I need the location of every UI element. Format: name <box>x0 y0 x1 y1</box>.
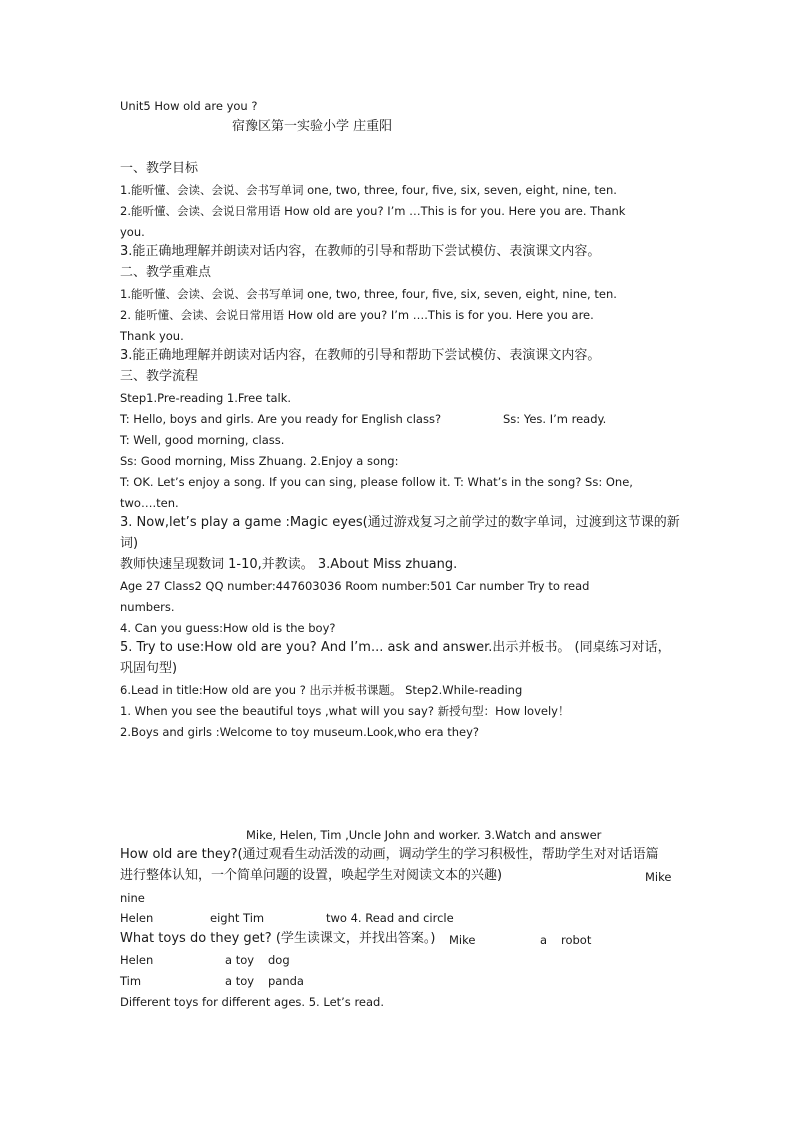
procedure-line: T: OK. Let’s enjoy a song. If you can sing, please follow it. T: What’s in the song? Ss: One, <box>120 475 633 489</box>
procedure-line: Helen <box>120 911 154 925</box>
procedure-line: nine <box>120 891 145 905</box>
procedure-line: Mike <box>645 870 672 884</box>
key-point-3: 3.能正确地理解并朗读对话内容，在教师的引导和帮助下尝试模仿、表演课文内容。 <box>120 348 601 363</box>
procedure-line: 4. Can you guess:How old is the boy? <box>120 621 336 635</box>
procedure-line: Ss: Good morning, Miss Zhuang. 2.Enjoy a song: <box>120 454 399 468</box>
procedure-line: T: Well, good morning, class. <box>120 433 285 447</box>
procedure-line: Different toys for different ages. 5. Let’s read. <box>120 995 385 1009</box>
objective-2-cont: you. <box>120 225 145 239</box>
procedure-line: a <box>540 933 548 947</box>
objective-2: 2.能听懂、会读、会说日常用语 How old are you? I’m …This is for you. Here you are. Thank <box>120 204 626 218</box>
procedure-line: eight Tim <box>210 911 265 925</box>
procedure-line: Tim <box>120 974 142 988</box>
section-heading-key-points: 二、教学重难点 <box>120 265 212 280</box>
procedure-line: How old are they?(通过观看生动活泼的动画，调动学生的学习积极性，帮助学生对对话语篇 <box>120 847 659 862</box>
procedure-line: 1. When you see the beautiful toys ,what will you say? 新授句型：How lovely！ <box>120 704 570 718</box>
procedure-line: two 4. Read and circle <box>326 911 454 925</box>
objective-1: 1.能听懂、会读、会说、会书写单词 one, two, three, four, five, six, seven, eight, nine, ten. <box>120 183 617 197</box>
section-heading-objectives: 一、教学目标 <box>120 161 199 176</box>
procedure-line: 5. Try to use:How old are you? And I’m... ask and answer.出示并板书。 (同桌练习对话， <box>120 640 671 655</box>
procedure-line: What toys do they get? (学生读课文，并找出答案。) <box>120 931 436 946</box>
procedure-line: 3. Now,let’s play a game :Magic eyes(通过游戏复习之前学过的数字单词，过渡到这节课的新 <box>120 515 680 530</box>
procedure-line: Helen <box>120 953 154 967</box>
author-line: 宿豫区第一实验小学 庄重阳 <box>232 119 393 134</box>
procedure-line: 巩固句型) <box>120 661 178 676</box>
procedure-line: numbers. <box>120 600 175 614</box>
procedure-line: dog <box>268 953 290 967</box>
procedure-line: 进行整体认知，一个简单问题的设置，唤起学生对阅读文本的兴趣) <box>120 868 503 883</box>
key-point-2: 2. 能听懂、会读、会说日常用语 How old are you? I’m ….This is for you. Here you are. <box>120 308 594 322</box>
procedure-line: Ss: Yes. I’m ready. <box>503 412 607 426</box>
objective-3: 3.能正确地理解并朗读对话内容，在教师的引导和帮助下尝试模仿、表演课文内容。 <box>120 244 601 259</box>
procedure-line: Mike <box>449 933 476 947</box>
procedure-line: 2.Boys and girls :Welcome to toy museum.Look,who era they? <box>120 725 480 739</box>
procedure-line: a toy <box>225 953 255 967</box>
key-point-2-cont: Thank you. <box>120 329 184 343</box>
procedure-line: 6.Lead in title:How old are you ? 出示并板书课题。 Step2.While-reading <box>120 683 523 697</box>
section-heading-procedure: 三、教学流程 <box>120 369 199 384</box>
procedure-line: Age 27 Class2 QQ number:447603036 Room number:501 Car number Try to read <box>120 579 590 593</box>
procedure-line: robot <box>561 933 592 947</box>
procedure-line: two….ten. <box>120 496 179 510</box>
procedure-line: 词) <box>120 536 139 551</box>
procedure-line: a toy <box>225 974 255 988</box>
unit-title: Unit5 How old are you ? <box>120 99 258 113</box>
procedure-line: Step1.Pre-reading 1.Free talk. <box>120 391 292 405</box>
procedure-line: Mike, Helen, Tim ,Uncle John and worker. 3.Watch and answer <box>246 828 602 842</box>
procedure-line: T: Hello, boys and girls. Are you ready for English class? <box>120 412 442 426</box>
procedure-line: panda <box>268 974 304 988</box>
key-point-1: 1.能听懂、会读、会说、会书写单词 one, two, three, four, five, six, seven, eight, nine, ten. <box>120 287 617 301</box>
procedure-line: 教师快速呈现数词 1-10,并教读。 3.About Miss zhuang. <box>120 557 458 572</box>
